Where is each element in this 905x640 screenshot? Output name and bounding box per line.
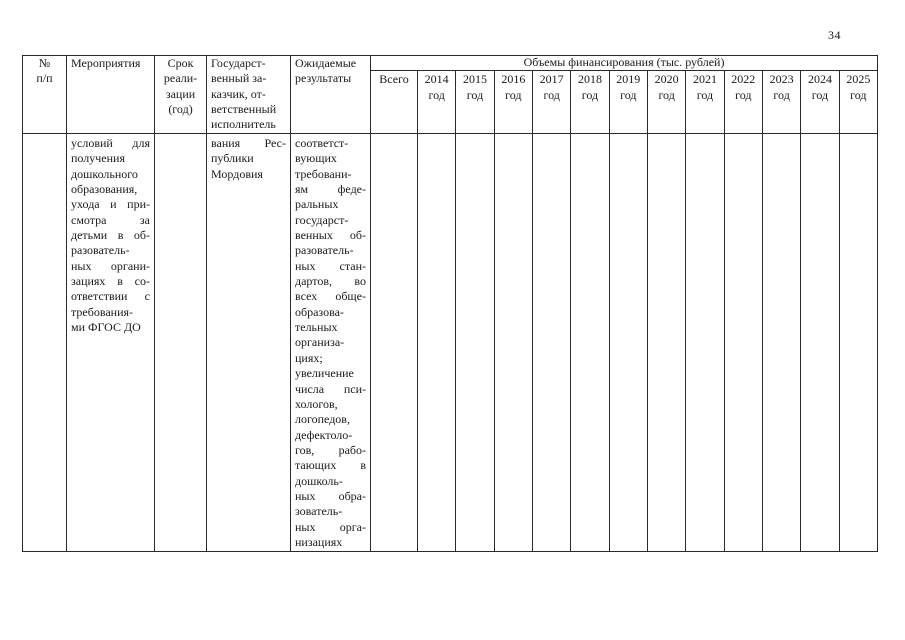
cell-2022 bbox=[724, 133, 762, 551]
text-line: гов, рабо- bbox=[295, 442, 366, 457]
text-line: логопедов, bbox=[295, 412, 350, 427]
text-line: публики bbox=[211, 151, 254, 166]
text-line: числа пси- bbox=[295, 381, 366, 396]
text-line: тающих в bbox=[295, 458, 366, 473]
cell-2018 bbox=[571, 133, 609, 551]
text-line: разователь- bbox=[295, 243, 354, 258]
header-customer: Государст- венный за- казчик, от- ветственный исполнитель bbox=[207, 56, 291, 134]
text-line: образова- bbox=[295, 304, 344, 319]
text-line: ных обра- bbox=[295, 489, 366, 504]
cell-event bbox=[67, 133, 155, 551]
text-line: Мордовия bbox=[211, 166, 263, 181]
text-line: циях; bbox=[295, 350, 323, 365]
cell-customer bbox=[207, 133, 291, 551]
header-num: № п/п bbox=[23, 56, 67, 134]
header-funding-title: Объемы финансирования (тыс. рублей) bbox=[371, 56, 878, 71]
cell-total bbox=[371, 133, 418, 551]
text-line: ных орга- bbox=[295, 519, 366, 534]
cell-2017 bbox=[532, 133, 570, 551]
header-year-2021: 2021 год bbox=[686, 71, 724, 133]
text-line: дошкольного bbox=[71, 166, 138, 181]
header-year-2023: 2023 год bbox=[762, 71, 800, 133]
cell-results bbox=[291, 133, 371, 551]
text-line: ми ФГОС ДО bbox=[71, 320, 141, 335]
cell-2025 bbox=[839, 133, 877, 551]
text-line: дошколь- bbox=[295, 473, 343, 488]
cell-2016 bbox=[494, 133, 532, 551]
header-year-2022: 2022 год bbox=[724, 71, 762, 133]
cell-2014 bbox=[418, 133, 456, 551]
cell-num bbox=[23, 133, 67, 551]
text-line: зователь- bbox=[295, 504, 343, 519]
text-line: ных органи- bbox=[71, 258, 150, 273]
text-line: образования, bbox=[71, 181, 138, 196]
cell-2021 bbox=[686, 133, 724, 551]
text-line: ральных bbox=[295, 197, 339, 212]
text-line: разователь- bbox=[71, 243, 130, 258]
text-line: смотра за bbox=[71, 212, 150, 227]
cell-2020 bbox=[647, 133, 685, 551]
header-year-2015: 2015 год bbox=[456, 71, 494, 133]
text-line: вания Рес- bbox=[211, 135, 286, 150]
table-row bbox=[23, 133, 878, 551]
text-line: государст- bbox=[295, 212, 349, 227]
cell-2015 bbox=[456, 133, 494, 551]
text-line: требования- bbox=[71, 304, 134, 319]
cell-term bbox=[155, 133, 207, 551]
header-year-2020: 2020 год bbox=[647, 71, 685, 133]
cell-2023 bbox=[762, 133, 800, 551]
text-line: низациях bbox=[295, 535, 343, 550]
text-line: вующих bbox=[295, 151, 337, 166]
page-number: 34 bbox=[828, 28, 841, 42]
text-line: ям феде- bbox=[295, 181, 366, 196]
text-line: всех обще- bbox=[295, 289, 366, 304]
header-year-2019: 2019 год bbox=[609, 71, 647, 133]
header-year-2014: 2014 год bbox=[418, 71, 456, 133]
header-year-2018: 2018 год bbox=[571, 71, 609, 133]
text-line: условий для bbox=[71, 135, 150, 150]
header-year-2016: 2016 год bbox=[494, 71, 532, 133]
cell-2019 bbox=[609, 133, 647, 551]
funding-table bbox=[22, 55, 878, 552]
text-line: дартов, во bbox=[295, 274, 366, 289]
text-line: организа- bbox=[295, 335, 345, 350]
text-line: венных об- bbox=[295, 227, 366, 242]
text-line: получения bbox=[71, 151, 125, 166]
text-line: требовани- bbox=[295, 166, 352, 181]
header-year-2024: 2024 год bbox=[801, 71, 839, 133]
header-row-1 bbox=[23, 56, 878, 71]
header-results: Ожидаемые результаты bbox=[291, 56, 371, 134]
text-line: соответст- bbox=[295, 135, 349, 150]
text-line: детьми в об- bbox=[71, 227, 150, 242]
text-line: ухода и при- bbox=[71, 197, 150, 212]
text-line: дефектоло- bbox=[295, 427, 353, 442]
text-line: ответствии с bbox=[71, 289, 150, 304]
text-line: зациях в со- bbox=[71, 274, 150, 289]
text-line: тельных bbox=[295, 320, 338, 335]
header-total: Всего bbox=[371, 71, 418, 133]
text-line: увеличение bbox=[295, 366, 354, 381]
header-term: Срок реали- зации (год) bbox=[155, 56, 207, 134]
header-year-2017: 2017 год bbox=[532, 71, 570, 133]
text-line: ных стан- bbox=[295, 258, 366, 273]
header-event: Мероприятия bbox=[67, 56, 155, 134]
header-year-2025: 2025 год bbox=[839, 71, 877, 133]
cell-2024 bbox=[801, 133, 839, 551]
text-line: хологов, bbox=[295, 396, 338, 411]
